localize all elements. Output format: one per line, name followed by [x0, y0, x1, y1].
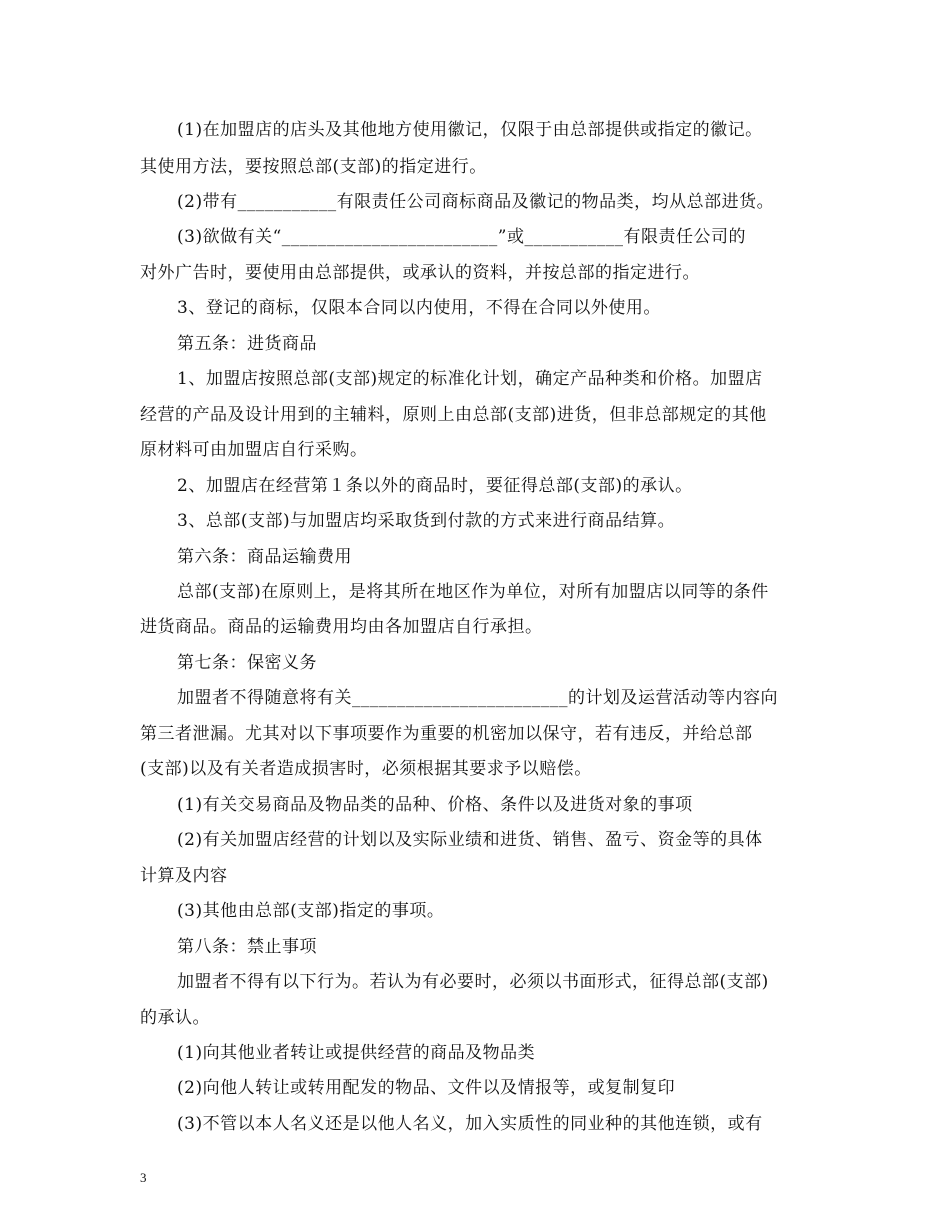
text-line: 3、总部(支部)与加盟店均采取货到付款的方式来进行商品结算。 [177, 511, 676, 531]
text-line: (1)在加盟店的店头及其他地方使用徽记，仅限于由总部提供或指定的徽记。 [177, 120, 763, 140]
page-number: 3 [140, 1170, 147, 1185]
text-line: (1)向其他业者转让或提供经营的商品及物品类 [177, 1043, 536, 1063]
text-line: 经营的产品及设计用到的主辅料，原则上由总部(支部)进货，但非总部规定的其他 [140, 405, 767, 425]
text-line: (2)有关加盟店经营的计划以及实际业绩和进货、销售、盈亏、资金等的具体 [177, 830, 763, 850]
section-heading: 第八条：禁止事项 [177, 937, 317, 957]
text-line: 第三者泄漏。尤其对以下事项要作为重要的机密加以保守，若有违反，并给总部 [140, 724, 753, 744]
text-line: (3)欲做有关“________________________”或___________有限责任公司的 [177, 227, 746, 247]
section-heading: 第七条：保密义务 [177, 653, 317, 673]
text-line: (2)向他人转让或转用配发的物品、文件以及情报等，或复制复印 [177, 1078, 676, 1098]
text-line: 3、登记的商标，仅限本合同以内使用，不得在合同以外使用。 [177, 298, 661, 318]
text-line: 对外广告时，要使用由总部提供，或承认的资料，并按总部的指定进行。 [140, 263, 700, 283]
text-line: 计算及内容 [140, 866, 228, 886]
text-line: (3)不管以本人名义还是以他人名义，加入实质性的同业种的其他连锁，或有 [177, 1114, 763, 1134]
section-heading: 第六条：商品运输费用 [177, 547, 352, 567]
text-line: 的承认。 [140, 1008, 210, 1028]
section-heading: 第五条：进货商品 [177, 334, 317, 354]
text-line: 原材料可由加盟店自行采购。 [140, 440, 368, 460]
text-line: (1)有关交易商品及物品类的品种、价格、条件以及进货对象的事项 [177, 795, 693, 815]
text-line: 2、加盟店在经营第１条以外的商品时，要征得总部(支部)的承认。 [177, 476, 693, 496]
text-line: 加盟者不得随意将有关________________________的计划及运营活动等内容向 [177, 688, 778, 708]
text-line: (3)其他由总部(支部)指定的事项。 [177, 901, 445, 921]
text-line: 1、加盟店按照总部(支部)规定的标准化计划，确定产品种类和价格。加盟店 [177, 369, 763, 389]
text-line: 进货商品。商品的运输费用均由各加盟店自行承担。 [140, 617, 543, 637]
text-line: 加盟者不得有以下行为。若认为有必要时，必须以书面形式，征得总部(支部) [177, 972, 769, 992]
text-line: (2)带有___________有限责任公司商标商品及徽记的物品类，均从总部进货。 [177, 192, 775, 212]
text-line: 其使用方法，要按照总部(支部)的指定进行。 [140, 157, 487, 177]
text-line: 总部(支部)在原则上，是将其所在地区作为单位，对所有加盟店以同等的条件 [177, 582, 769, 602]
text-line: (支部)以及有关者造成损害时，必须根据其要求予以赔偿。 [140, 759, 592, 779]
